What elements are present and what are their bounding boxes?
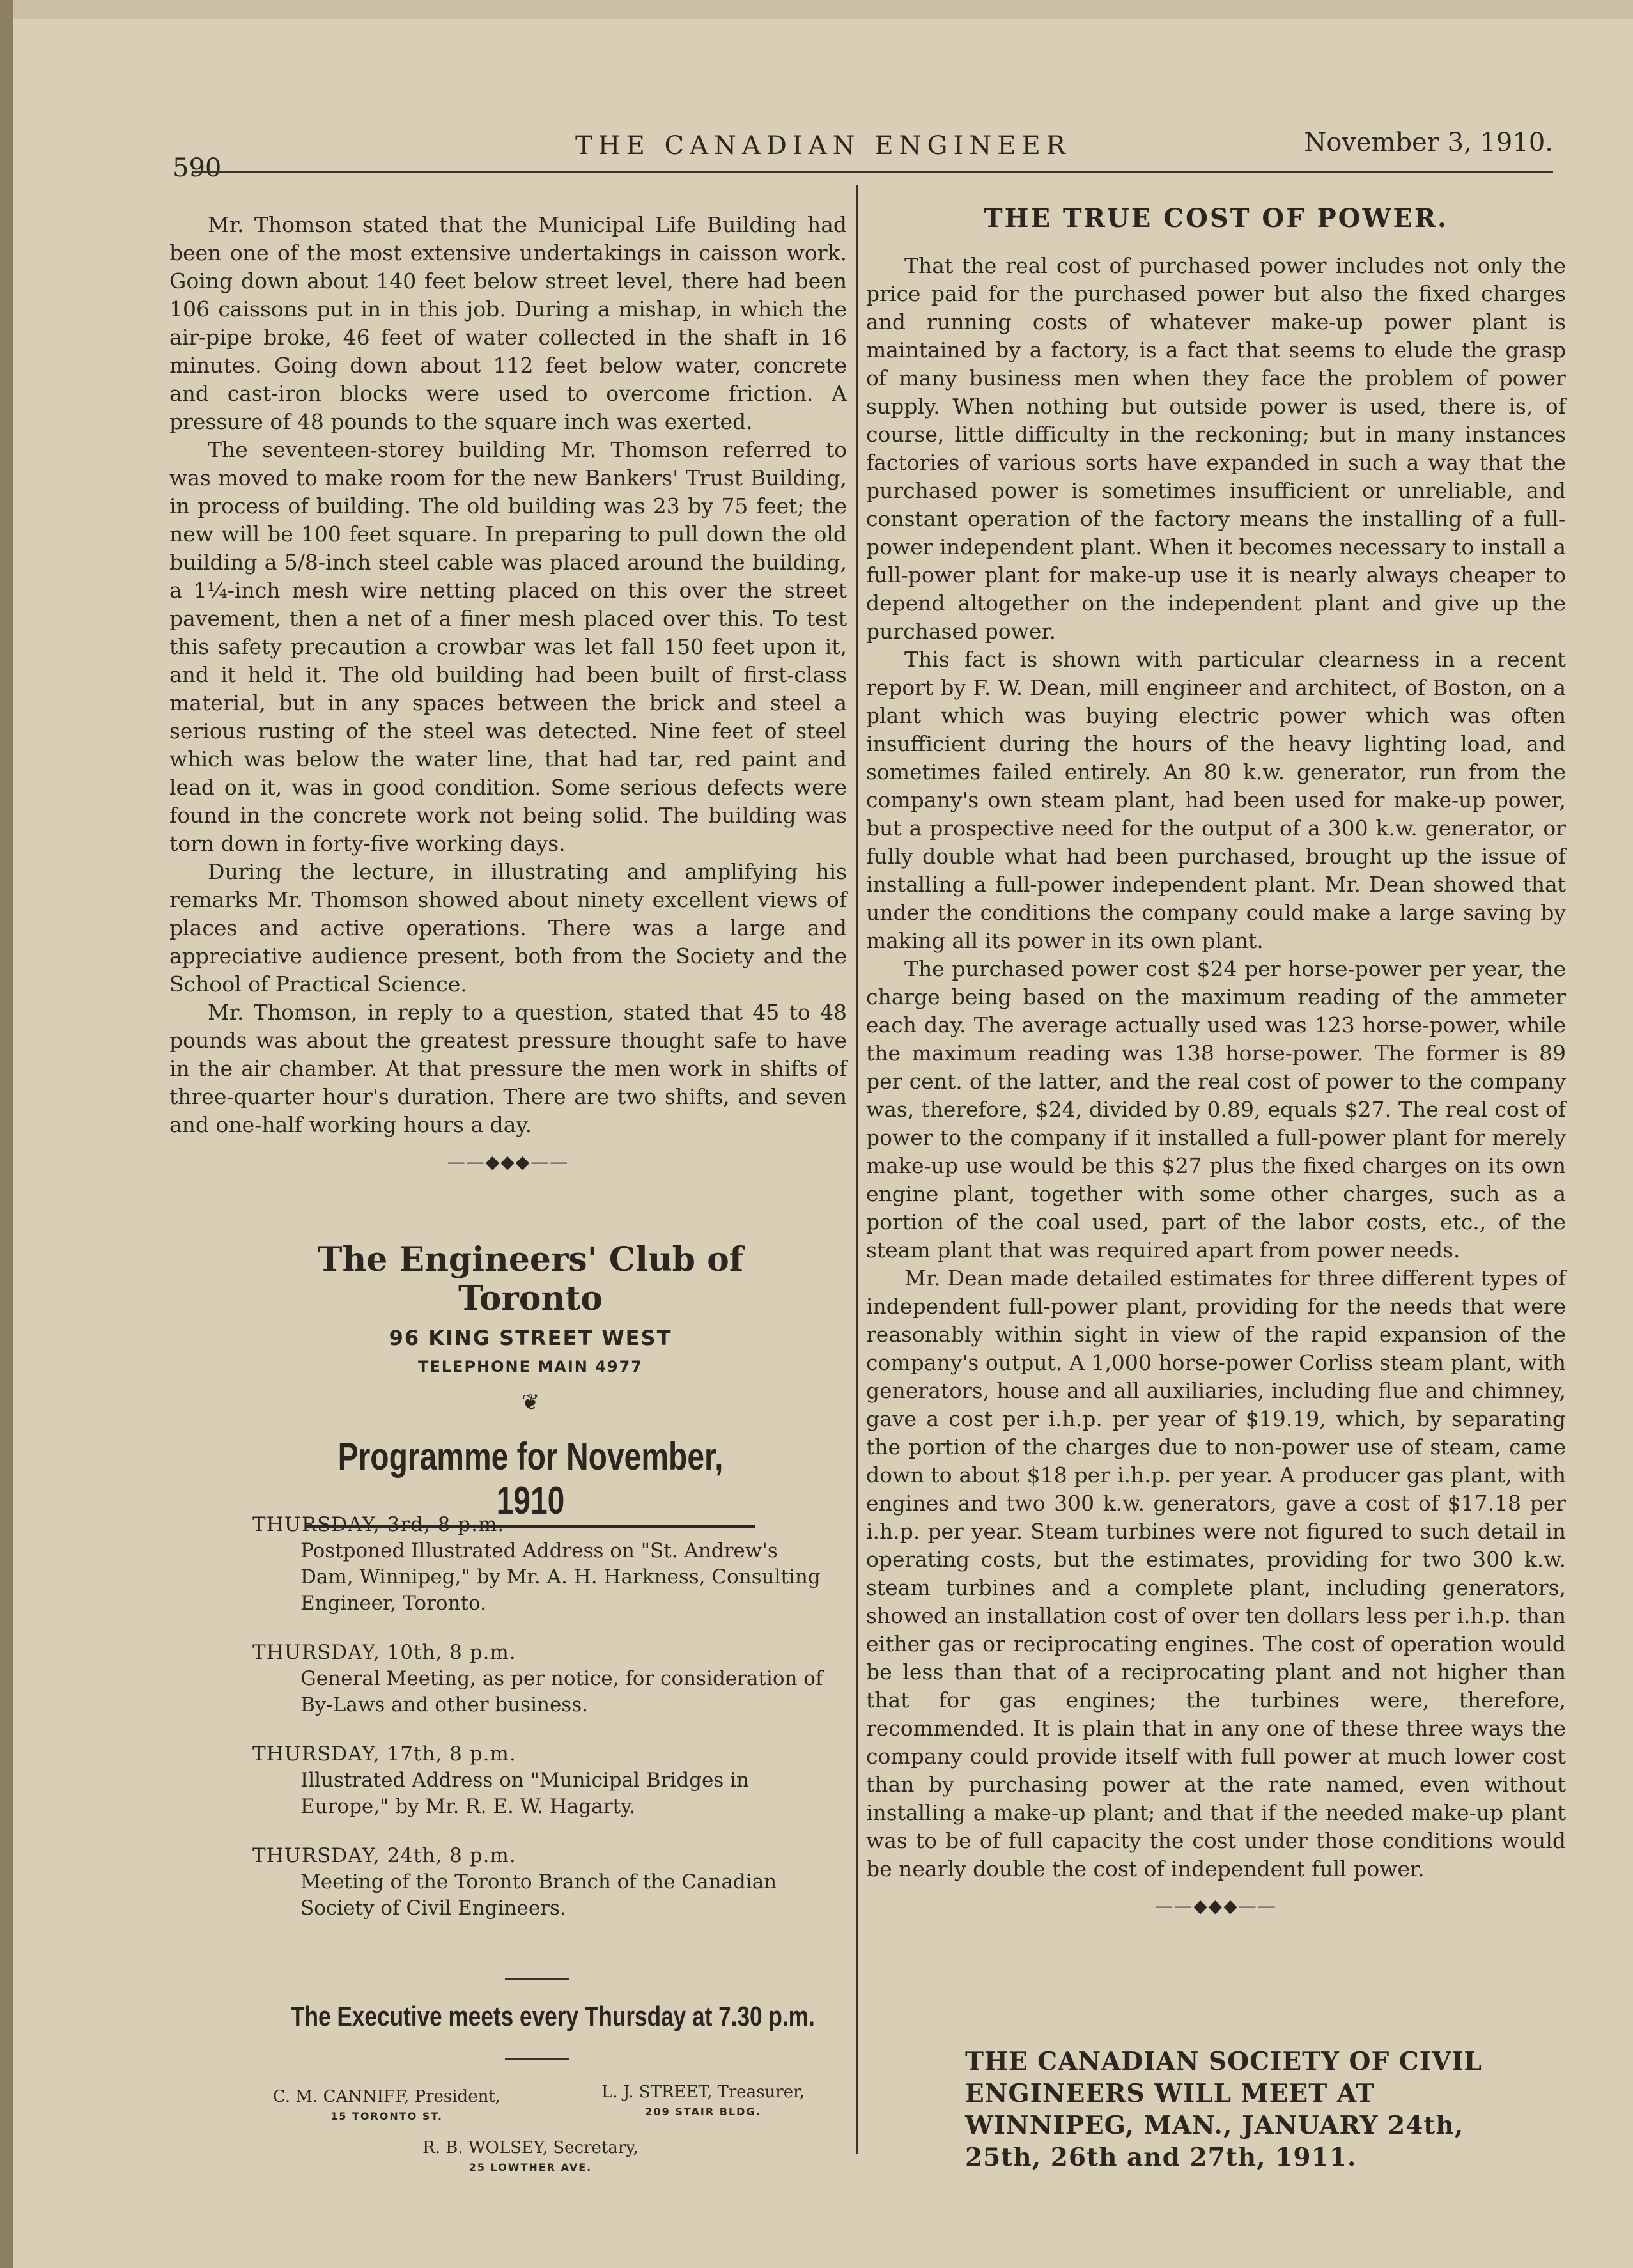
ornament-divider: ——◆◆◆—— [1155, 1895, 1277, 1916]
officer-name: R. B. WOLSEY, Secretary, [422, 2138, 638, 2157]
article-paragraph: The purchased power cost $24 per horse-power per year, the charge being based on the maximum reading of the ammeter each day. The average actually used was 123 horse-power, while the maximum reading was 138 horse-power. The former is 89 per cent. of the latter, and the real cost of power to the company was, therefore, $24, divided by 0.89, equals $27. The real cost of power to the company if it installed a full-power plant for merely make-up use would be this $27 plus the fixed charges on its own engine plant, together with some other charges, such as a portion of the coal used, part of the labor costs, etc., of the steam plant that was required apart from power needs. [866, 956, 1566, 1262]
header-rule [192, 171, 1553, 176]
article-paragraph: That the real cost of purchased power includes not only the price paid for the purchased power but also the fixed charges and running costs of whatever make-up power plant is maintained by a factory, is a fact that seems to elude the grasp of many business men when they face the problem of power supply. When nothing but outside power is used, there is, of course, little difficulty in the reckoning; but in many instances factories of various sorts have expanded in such a way that the purchased power is sometimes insufficient or unreliable, and constant operation of the factory means the installing of a full-power independent plant. When it becomes necessary to install a full-power plant for make-up use it is nearly always cheaper to depend altogether on the independent plant and give up the purchased power. [866, 253, 1566, 644]
article-heading: THE TRUE COST OF POWER. [983, 203, 1449, 233]
event-date: THURSDAY, 24th, 8 p.m. [252, 1844, 516, 1867]
officer-treasurer [575, 2083, 831, 2118]
running-head [173, 128, 1553, 183]
event-description: Postponed Illustrated Address on "St. Andrew's Dam, Winnipeg," by Mr. A. H. Harkness, Consulting Engineer, Toronto. [300, 1539, 821, 1615]
ornament-divider: ——◆◆◆—— [447, 1151, 569, 1172]
officer-address: 15 TORONTO ST. [330, 2110, 443, 2122]
event-item [252, 1640, 828, 1718]
event-date: THURSDAY, 10th, 8 p.m. [252, 1641, 516, 1664]
right-column-article [866, 205, 1566, 1929]
column-rule [856, 185, 858, 2154]
officer-name: C. M. CANNIFF, President, [272, 2087, 501, 2106]
programme-title: Programme for November, 1910 [306, 1434, 755, 1528]
journal-title: THE CANADIAN ENGINEER [575, 131, 1071, 160]
article-paragraph: Mr. Thomson, in reply to a question, stated that 45 to 48 pounds was about the greatest pressure thought safe to have in the air chamber. At that pressure the men work in shifts of three-quarter hour's duration. There are two shifts, and seven and one-half working hours a day. [169, 1000, 847, 1137]
ornament-icon: ❦ [521, 1390, 540, 1415]
short-divider [505, 2058, 569, 2060]
article-paragraph: During the lecture, in illustrating and amplifying his remarks Mr. Thomson showed about ninety excellent views of places and active operations. There was a large and appreciative audience present, both from the Society and the School of Practical Science. [169, 859, 847, 997]
officer-secretary [403, 2138, 658, 2173]
event-item [252, 1741, 828, 1820]
event-item [252, 1843, 828, 1922]
page-number: 590 [173, 153, 222, 183]
club-telephone: TELEPHONE MAIN 4977 [418, 1358, 643, 1376]
issue-date: November 3, 1910. [1304, 128, 1553, 157]
event-date: THURSDAY, 3rd, 8 p.m. [252, 1513, 505, 1536]
article-paragraph: Mr. Thomson stated that the Municipal Life Building had been one of the most extensive undertakings in caisson work. Going down about 140 feet below street level, there had been 106 caissons put in in this job. During a mishap, in which the air-pipe broke, 46 feet of water collected in the shaft in 16 minutes. Going down about 112 feet below water, concrete and cast-iron blocks were used to overcome friction. A pressure of 48 pounds to the square inch was exerted. [169, 212, 847, 434]
programme-events [252, 1512, 828, 1945]
page-binding-edge [0, 0, 13, 2268]
executive-note: The Executive meets every Thursday at 7.30 p.m. [291, 2001, 815, 2032]
event-date: THURSDAY, 17th, 8 p.m. [252, 1743, 516, 1766]
event-item [252, 1512, 828, 1617]
society-meeting-notice: THE CANADIAN SOCIETY OF CIVIL ENGINEERS WILL MEET AT WINNIPEG, MAN., JANUARY 24th, 25th, 26th and 27th, 1911. [965, 2047, 1482, 2172]
event-description: General Meeting, as per notice, for consideration of By-Laws and other business. [300, 1667, 823, 1716]
article-paragraph: Mr. Dean made detailed estimates for three different types of independent full-power plant, providing for the needs that were reasonably within sight in view of the rapid expansion of the company's output. A 1,000 horse-power Corliss steam plant, with generators, house and all auxiliaries, including flue and chimney, gave a cost per i.h.p. per year of $19.19, which, by separating the portion of the charges due to non-power use of steam, came down to about $18 per i.h.p. per year. A producer gas plant, with engines and two 300 k.w. generators, gave a cost of $17.18 per i.h.p. per year. Steam turbines were not figured to such detail in operating costs, but the estimates, providing for two 300 k.w. steam turbines and a complete plant, including generators, showed an installation cost of over ten dollars less per i.h.p. than either gas or reciprocating engines. The cost of operation would be less than that of a reciprocating plant and not higher than that for gas engines; the turbines were, therefore, recommended. It is plain that in any one of these three ways the company could provide itself with full power at much lower cost than by purchasing power at the rate named, even without installing a make-up plant; and that if the needed make-up plant was to be of full capacity the cost under those conditions would be nearly double the cost of independent full power. [866, 1266, 1566, 1881]
left-column-article [169, 211, 847, 1185]
club-address: 96 KING STREET WEST [389, 1326, 672, 1350]
event-description: Illustrated Address on "Municipal Bridges in Europe," by Mr. R. E. W. Hagarty. [300, 1769, 750, 1818]
officer-address: 25 LOWTHER AVE. [468, 2161, 592, 2173]
engineers-club-notice [249, 1240, 812, 1528]
article-paragraph: This fact is shown with particular clearness in a recent report by F. W. Dean, mill engineer and architect, of Boston, on a plant which was buying electric power which was often insufficient during the hours of the heavy lighting load, and sometimes failed entirely. An 80 k.w. generator, run from the company's own steam plant, had been used for make-up power, but a prospective need for the output of a 300 k.w. generator, or fully double what had been purchased, brought up the issue of installing a full-power independent plant. Mr. Dean showed that under the conditions the company could make a large saving by making all its power in its own plant. [866, 647, 1566, 953]
officer-president [259, 2087, 515, 2122]
officer-address: 209 STAIR BLDG. [645, 2106, 761, 2118]
short-divider [505, 1978, 569, 1980]
club-name: The Engineers' Club of Toronto [317, 1240, 744, 1318]
article-paragraph: The seventeen-storey building Mr. Thomson referred to was moved to make room for the new Bankers' Trust Building, in process of building. The old building was 23 by 75 feet; the new will be 100 feet square. In preparing to pull down the old building a 5/8-inch steel cable was placed around the building, a 1¼-inch mesh wire netting placed on this over the street pavement, then a net of a finer mesh placed over this. To test this safety precaution a crowbar was let fall 150 feet upon it, and it held it. The old building had been built of first-class material, but in any spaces between the brick and steel a serious rusting of the steel was detected. Nine feet of steel which was below the water line, that had tar, red paint and lead on it, was in good condition. Some serious defects were found in the concrete work not being solid. The building was torn down in forty-five working days. [169, 437, 847, 856]
officer-name: L. J. STREET, Treasurer, [601, 2083, 805, 2102]
event-description: Meeting of the Toronto Branch of the Canadian Society of Civil Engineers. [300, 1870, 777, 1920]
